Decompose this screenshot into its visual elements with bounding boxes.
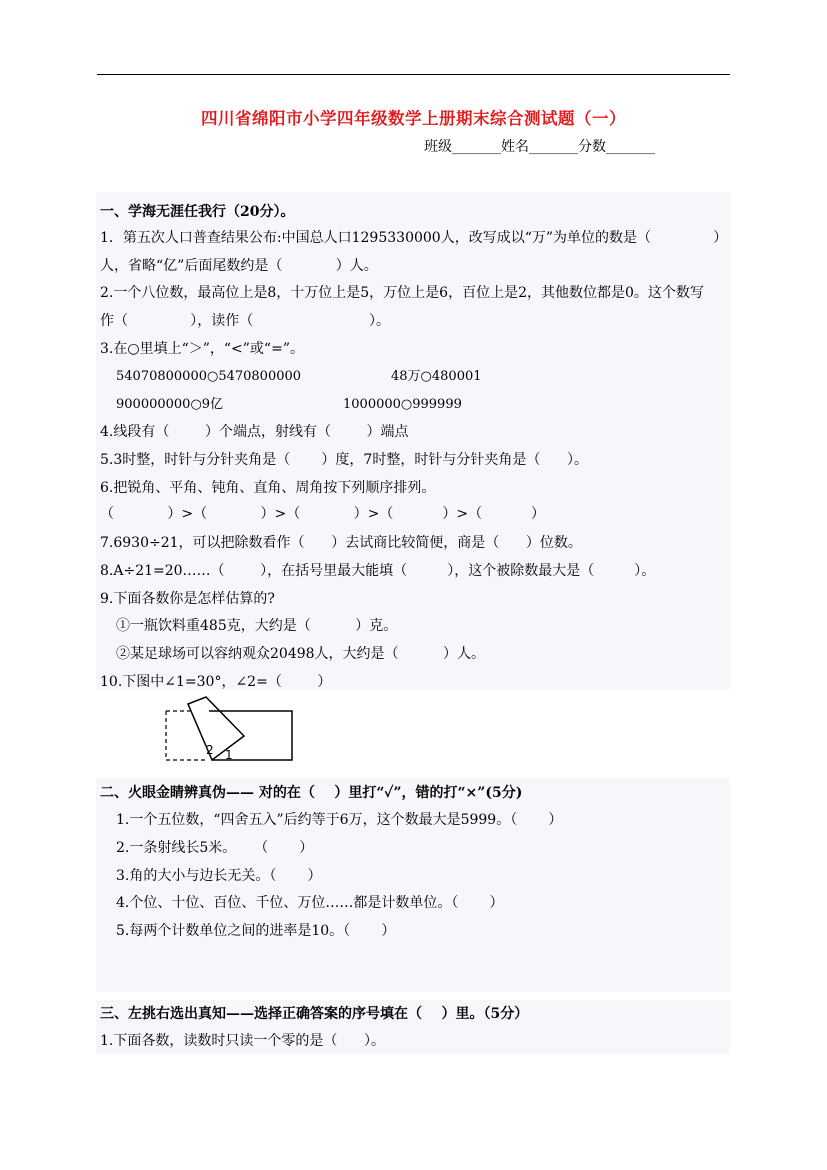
question-line: 作（ ），读作（ ）。: [100, 313, 391, 329]
section-3-heading: 三、左挑右选出真知——选择正确答案的序号填在（ ）里。（5分）: [100, 1006, 529, 1022]
question-line: 3.在○里填上“＞”，“<”或“=”。: [100, 341, 304, 357]
question-line: 6.把锐角、平角、钝角、直角、周角按下列顺序排列。: [100, 480, 436, 496]
comparison-item: 48万○480001: [391, 369, 482, 384]
angle-figure: [150, 692, 300, 764]
judgement-item: 2.一条射线长5米。 （ ）: [116, 840, 314, 856]
question-line: ①一瓶饮料重485克，大约是（ ）克。: [116, 618, 398, 634]
question-line: 1．第五次人口普查结果公布:中国总人口1295330000人，改写成以“万”为单位的数是（ ）: [100, 230, 728, 246]
comparison-item: 1000000○999999: [343, 397, 462, 412]
question-line: 4.线段有（ ）个端点，射线有（ ）端点: [100, 424, 409, 440]
section-2-heading: 二、火眼金睛辨真伪—— 对的在（ ）里打“✓”，错的打“×”(5分): [100, 785, 523, 801]
question-line: 2.一个八位数，最高位上是8，十万位上是5，万位上是6，百位上是2，其他数位都是0。这个数写: [100, 285, 704, 301]
question-line: （ ）>（ ）>（ ）>（ ）>（ ）: [100, 506, 546, 522]
judgement-item: 1.一个五位数，“四舍五入”后约等于6万，这个数最大是5999。（ ）: [116, 812, 563, 828]
question-line: 9.下面各数你是怎样估算的?: [100, 591, 275, 607]
judgement-item: 4.个位、十位、百位、千位、万位……都是计数单位。（ ）: [116, 895, 504, 911]
section-1-heading: 一、学海无涯任我行（20分）。: [100, 204, 295, 220]
question-line: 人，省略“亿”后面尾数约是（ ）人。: [100, 258, 378, 274]
question-line: ②某足球场可以容纳观众20498人，大约是（ ）人。: [116, 646, 486, 662]
comparison-item: 54070800000○5470800000: [116, 369, 302, 384]
angle-1-label: 1: [225, 748, 233, 762]
judgement-item: 3.角的大小与边长无关。（ ）: [116, 868, 322, 884]
question-line: 5.3时整，时针与分针夹角是（ ）度，7时整，时针与分针夹角是（ ）。: [100, 452, 589, 468]
top-rule: [97, 74, 730, 75]
student-info-fields: 班级_______姓名_______分数_______: [424, 139, 655, 155]
choice-question: 1.下面各数，读数时只读一个零的是（ ）。: [100, 1033, 386, 1049]
question-line: 8.A÷21=20……（ ），在括号里最大能填（ ），这个被除数最大是（ ）。: [100, 563, 656, 579]
angle-2-label: 2: [206, 743, 214, 757]
page-title: 四川省绵阳市小学四年级数学上册期末综合测试题（一）: [201, 109, 626, 128]
judgement-item: 5.每两个计数单位之间的进率是10。（ ）: [116, 923, 396, 939]
question-line: 7.6930÷21，可以把除数看作（ ）去试商比较简便，商是（ ）位数。: [100, 535, 582, 551]
question-line: 10.下图中∠1=30°，∠2=（ ）: [100, 674, 332, 690]
comparison-item: 900000000○9亿: [116, 397, 224, 412]
